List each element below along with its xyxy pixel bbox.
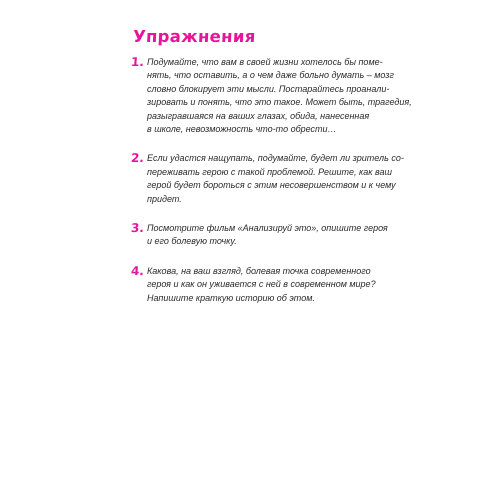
exercise-text-line: в школе, невозможность что-то обрести… [147, 124, 337, 135]
exercise-text-line: придет. [147, 193, 182, 204]
exercise-text-line: словно блокирует эти мысли. Постарайтесь проанали- [147, 83, 390, 94]
exercise-text-line: героя и как он уживается с ней в современном мире? [147, 279, 376, 290]
exercise-text-line: Если удастся нащупать, подумайте, будет ли зритель со- [147, 153, 404, 164]
exercise-item-3 [130, 221, 388, 249]
exercise-text-line: зировать и понять, что это такое. Может быть, трагедия, [147, 97, 412, 108]
exercise-text-line: герой будет бороться с этим несовершенством и к чему [147, 180, 396, 191]
exercise-text-line: Какова, на ваш взгляд, болевая точка современного [147, 265, 371, 276]
exercise-item-1 [130, 55, 412, 136]
exercise-number: 2. [130, 151, 145, 166]
exercise-text-line: Посмотрите фильм «Анализируй это», опишите героя [147, 223, 388, 234]
exercise-text-line: Подумайте, что вам в своей жизни хотелось бы поме- [147, 57, 383, 67]
exercise-item-4 [131, 265, 381, 305]
exercise-text-line: нять, что оставить, а о чем даже больно думать – мозг [147, 70, 394, 81]
exercise-list [130, 55, 412, 305]
exercise-number: 3. [130, 221, 145, 236]
exercise-text-line: и его болевую точку. [147, 236, 237, 247]
exercise-text-line: разыгравшаяся на ваших глазах, обида, нанесенная [147, 110, 370, 121]
exercise-text-line: Напишите краткую историю об этом. [147, 292, 315, 303]
exercise-text-line: переживать герою с такой проблемой. Решите, как ваш [147, 166, 392, 177]
exercise-number: 1. [130, 55, 145, 69]
exercise-item-2 [130, 151, 404, 206]
exercise-number: 4. [130, 263, 145, 278]
page-title: Упражнения [132, 27, 257, 46]
